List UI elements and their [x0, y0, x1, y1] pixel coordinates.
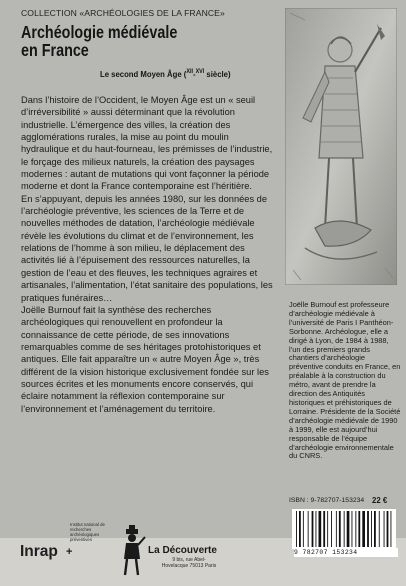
subtitle-dash: - — [192, 69, 196, 79]
barcode-digits: 9 782707 153234 — [294, 548, 398, 557]
barcode-bar — [323, 511, 325, 547]
barcode-bar — [347, 511, 350, 547]
publisher-name: La Découverte — [148, 545, 217, 556]
barcode-bar — [391, 511, 392, 547]
barcode-bar — [387, 511, 389, 547]
blurb — [21, 94, 273, 415]
inrap-caption: Institut national de recherches archéologiques préventives — [70, 522, 105, 542]
barcode-bar — [362, 511, 365, 547]
stone-relief-image — [285, 8, 397, 285]
barcode-bar — [379, 511, 380, 547]
barcode-bar — [312, 511, 314, 547]
barcode-bar — [367, 511, 369, 547]
inrap-logo: Inrap — [20, 543, 58, 560]
barcode-bar — [371, 511, 372, 547]
blurb-paragraph-3: Joëlle Burnouf fait la synthèse des recherches archéologiques qui renouvellent en profondeur la connaissance de cette période, de ses innovations remarquables comme de ses héritages protohistoriques et antiques. Elle fait apparaître un « autre Moyen Âge », très différent de la vision historique exclusivement fondée sur les sources écrites et les monuments encore conservés, qui éclaire notamment la réflexion contemporaine sur l’environnement et l’aménagement du territoire. — [21, 304, 269, 414]
barcode-bar — [327, 511, 328, 547]
barcode-bar — [352, 511, 353, 547]
barcode-bar — [355, 511, 356, 547]
isbn: ISBN : 9-782707-153234 — [289, 497, 365, 504]
barcode-bar — [336, 511, 337, 547]
barcode-bar — [308, 511, 309, 547]
blurb-paragraph-2: En s’appuyant, depuis les années 1980, sur les données de l’archéologie préventive, les sciences de la Terre et de nouvelles méthodes de datation, l’archéologie médiévale révèle les évolutions du climat et de l’environnement, les relations de l’homme à son milieu, le déplacement des activités lié à l’épuisement des ressources naturelles, la gestion de l’eau et des fleuves, les techniques agraires et artisanales, l’alimentation, l’état sanitaire des populations, les pratiques funéraires… — [21, 193, 273, 303]
book-subtitle — [100, 69, 231, 79]
barcode — [292, 509, 396, 549]
barcode-bar — [374, 511, 376, 547]
inrap-plus-mark: + — [66, 546, 73, 558]
blurb-paragraph-1: Dans l’histoire de l’Occident, le Moyen Âge est un « seuil d’irréversibilité » aussi déterminant que la révolution industrielle. L’émergence des villes, la création des agglomérations rurales, la mise au point du moulin hydraulique et du haut-fourneau, les prémisses de l’industrie, le forçage des milieux naturels, la création des paysages modernes : autant de mutations qui vont façonner la période moderne et dont la France contemporaine est l’héritière. — [21, 95, 273, 192]
barcode-bar — [339, 511, 341, 547]
title-line-2: en France — [21, 40, 89, 60]
book-title — [21, 23, 177, 59]
barcode-bar — [299, 511, 301, 547]
price: 22 € — [372, 496, 388, 505]
title-line-1: Archéologie médiévale — [21, 22, 178, 42]
subtitle-century-start: XII — [186, 69, 193, 76]
subtitle-century-end: XVI — [195, 69, 205, 76]
barcode-bar — [316, 511, 317, 547]
barcode-bar — [331, 511, 332, 547]
subtitle-end: siècle) — [204, 69, 231, 79]
collection-name: COLLECTION «ARCHÉOLOGIES DE LA FRANCE» — [21, 8, 225, 18]
subtitle-main: Le second Moyen Âge ( — [100, 69, 187, 79]
publisher-figure-logo — [122, 525, 146, 576]
barcode-bar — [384, 511, 385, 547]
barcode-bar — [319, 511, 322, 547]
publisher-address: 9 bis, rue Abel-Hovelacque 75013 Paris — [161, 557, 217, 569]
author-bio: Joëlle Burnouf est professeure d’archéologie médiévale à l’université de Paris I Panthéon-Sorbonne. Archéologue, elle a dirigé à Lyon, de 1984 à 1988, l’un des premiers grands chantiers d’archéologie préventive conduits en France, en préalable à la construction du métro, avant de prendre la direction des Antiquités historiques et préhistoriques de Lorraine. Présidente de la Société d’archéologie médiévale de 1990 à 1999, elle est aujourd’hui responsable de l’équipe d’archéologie environnementale du CNRS. — [289, 300, 401, 461]
barcode-bar — [344, 511, 345, 547]
barcode-bar — [296, 511, 297, 547]
barcode-bar — [358, 511, 360, 547]
barcode-bar — [303, 511, 304, 547]
